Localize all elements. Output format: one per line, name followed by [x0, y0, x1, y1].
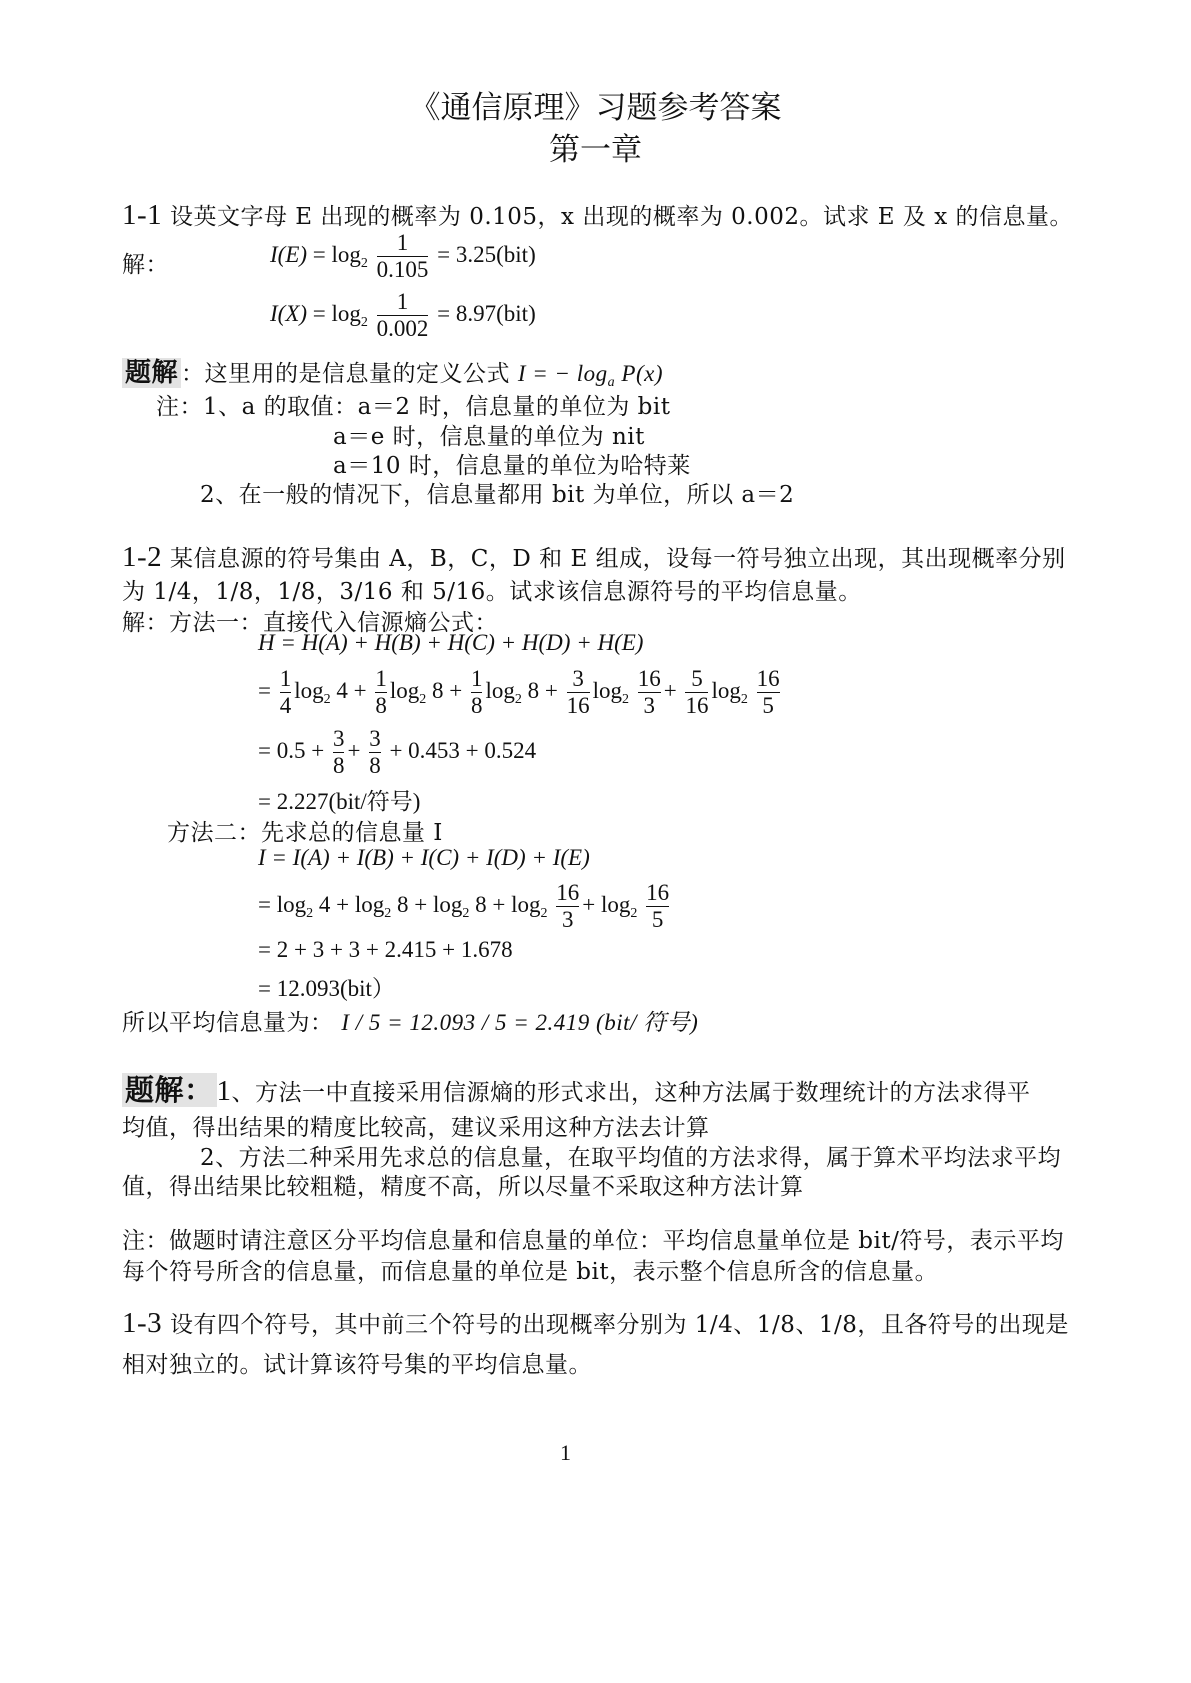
method-2-label: 方法二：先求总的信息量 I	[167, 820, 443, 846]
note-3: a＝10 时，信息量的单位为哈特莱	[333, 453, 691, 479]
denominator: 4	[279, 693, 292, 718]
problem-number: 1-2	[122, 541, 163, 573]
avg-label: 所以平均信息量为：	[122, 1010, 334, 1036]
fraction: $\frac{16}{3}$	[637, 666, 661, 718]
info-line-4: = 12.093(bit）	[258, 976, 395, 1001]
problem-1-2	[122, 540, 1066, 574]
method-1-label: 解：方法一：直接代入信源熵公式：	[122, 610, 498, 636]
numerator: 1	[279, 666, 292, 691]
equation-ix: $I(X) = \log_2$ $\frac{1}{0.002}$ = 8.97(bit)	[270, 289, 536, 341]
fraction: $\frac{3}{8}$	[369, 726, 381, 778]
formula-tail: P(x)	[615, 361, 663, 386]
entropy-line-3: = 0.5 + $\frac{3}{8}$ + $\frac{3}{8}$ + 0.453 + 0.524	[258, 726, 537, 778]
fraction	[471, 666, 483, 719]
solution-label: 解：	[122, 252, 169, 278]
numerator: 1	[396, 289, 409, 314]
problem-question-a: 设有四个符号，其中前三个符号的出现概率分别为 1/4、1/8、1/8，且各符号的出现是	[169, 1312, 1069, 1338]
fraction	[375, 666, 387, 719]
unit-note-line-2: 每个符号所含的信息量，而信息量的单位是 bit，表示整个信息所含的信息量。	[122, 1259, 939, 1285]
denominator: 8	[470, 693, 483, 718]
fraction: $\frac{16}{5}$	[646, 880, 670, 932]
denominator: 0.105	[376, 257, 429, 282]
log-arg: 8	[527, 677, 540, 703]
average-info	[122, 1004, 698, 1037]
entropy-line-1: H = H(A) + H(B) + H(C) + H(D) + H(E)	[258, 630, 644, 655]
tijie-1-2-line-4: 值，得出结果比较粗糙，精度不高，所以尽量不采取这种方法计算	[122, 1174, 804, 1200]
eq-result: = 8.97(bit)	[437, 300, 536, 326]
equation-ie: $I(E) = \log_2$ $\frac{1}{0.105}$ = 3.25(bit)	[270, 230, 536, 282]
fraction: $\frac{5}{16}$	[685, 666, 709, 718]
problem-1-1	[122, 198, 1073, 232]
unit-note-line-1: 注：做题时请注意区分平均信息量和信息量的单位：平均信息量单位是 bit/符号，表示平均	[122, 1228, 1064, 1254]
definition-formula	[517, 361, 663, 390]
problem-question-a: 某信息源的符号集由 A，B，C，D 和 E 组成，设每一符号独立出现，其出现概率分别	[169, 546, 1066, 572]
tijie-text: 、方法一中直接采用信源熵的形式求出，这种方法属于数理统计的方法求得平	[231, 1080, 1031, 1106]
fraction: $\frac{3}{16}$	[566, 666, 590, 718]
problem-question-b: 为 1/4，1/8，1/8，3/16 和 5/16。试求该信息源符号的平均信息量。	[122, 579, 862, 605]
fraction	[377, 230, 429, 283]
chapter-title: 第一章	[549, 132, 642, 168]
info-line-3: = 2 + 3 + 3 + 2.415 + 1.678	[258, 937, 513, 962]
problem-question-b: 相对独立的。试计算该符号集的平均信息量。	[122, 1352, 592, 1378]
numerator: 1	[396, 230, 409, 255]
fraction	[280, 666, 292, 719]
problem-question: 设英文字母 E 出现的概率为 0.105，x 出现的概率为 0.002。试求 E 及 x 的信息量。	[169, 204, 1073, 230]
info-line-1: I = I(A) + I(B) + I(C) + I(D) + I(E)	[258, 845, 590, 870]
tijie-num: 1	[216, 1075, 232, 1107]
formula-sub: a	[607, 375, 616, 390]
note-2: a＝e 时，信息量的单位为 nit	[333, 424, 645, 450]
tijie-label: 题解	[122, 358, 181, 388]
log-arg: 4	[336, 677, 348, 703]
numerator: 1	[470, 666, 483, 691]
problem-number: 1-3	[122, 1307, 163, 1339]
line-tail: + 0.453 + 0.524	[389, 737, 537, 763]
log-arg: 8	[475, 891, 487, 917]
tijie-1-2-line-2: 均值，得出结果的精度比较高，建议采用这种方法去计算	[122, 1115, 710, 1141]
problem-1-3	[122, 1306, 1069, 1340]
tijie-label: 题解：	[122, 1073, 217, 1107]
formula-main: I = − log	[517, 361, 608, 386]
log-arg: 8	[397, 891, 409, 917]
fraction: $\frac{16}{5}$	[756, 666, 780, 718]
note-4: 2、在一般的情况下，信息量都用 bit 为单位，所以 a＝2	[200, 482, 795, 508]
log-arg: 4	[318, 891, 331, 917]
fraction: $\frac{3}{8}$	[332, 726, 345, 778]
avg-formula: I / 5 = 12.093 / 5 = 2.419 (bit/ 符号)	[341, 1010, 699, 1035]
problem-number: 1-1	[122, 199, 163, 231]
line-lead: = 0.5 +	[258, 737, 325, 763]
info-line-2: = $\log_2 4 + \log_2 8 + \log_2 8 + \log_2$ $\frac{16}{3}$ + $\log_2$ $\frac{16}{5}$	[258, 880, 670, 932]
note-1: 注：1、a 的取值：a＝2 时，信息量的单位为 bit	[156, 394, 671, 420]
entropy-result: = 2.227(bit/符号)	[258, 789, 421, 814]
tijie-1-2-line-1	[122, 1068, 1031, 1109]
eq-result: = 3.25(bit)	[437, 241, 536, 267]
numerator: 1	[375, 666, 387, 691]
tijie-1-2-line-3: 2、方法二种采用先求总的信息量，在取平均值的方法求得，属于算术平均法求平均	[200, 1145, 1062, 1171]
log-arg: 8	[432, 677, 444, 703]
fraction	[377, 289, 429, 342]
fraction: $\frac{16}{3}$	[556, 880, 580, 932]
eq-lhs: I(E)	[270, 241, 308, 267]
tijie-text: ：这里用的是信息量的定义公式	[181, 361, 511, 387]
page-title: 《通信原理》习题参考答案	[409, 90, 782, 126]
entropy-line-2: = $\frac{1}{4}$ $\log_2 4$ + $\frac{1}{8}$ $\log_2 8$ + $\frac{1}{8}$ $\log_2 8$ + $\frac{3}{16}$ $\log_2$ $\frac{16}{3}$ + $\frac{5}{16}$ $\log_2$ $\frac{16}{5}$	[258, 666, 780, 718]
tijie-1-1	[122, 352, 663, 391]
page-number: 1	[560, 1440, 571, 1465]
denominator: 8	[375, 693, 387, 718]
denominator: 0.002	[376, 316, 429, 341]
eq-lhs: I(X)	[270, 300, 308, 326]
